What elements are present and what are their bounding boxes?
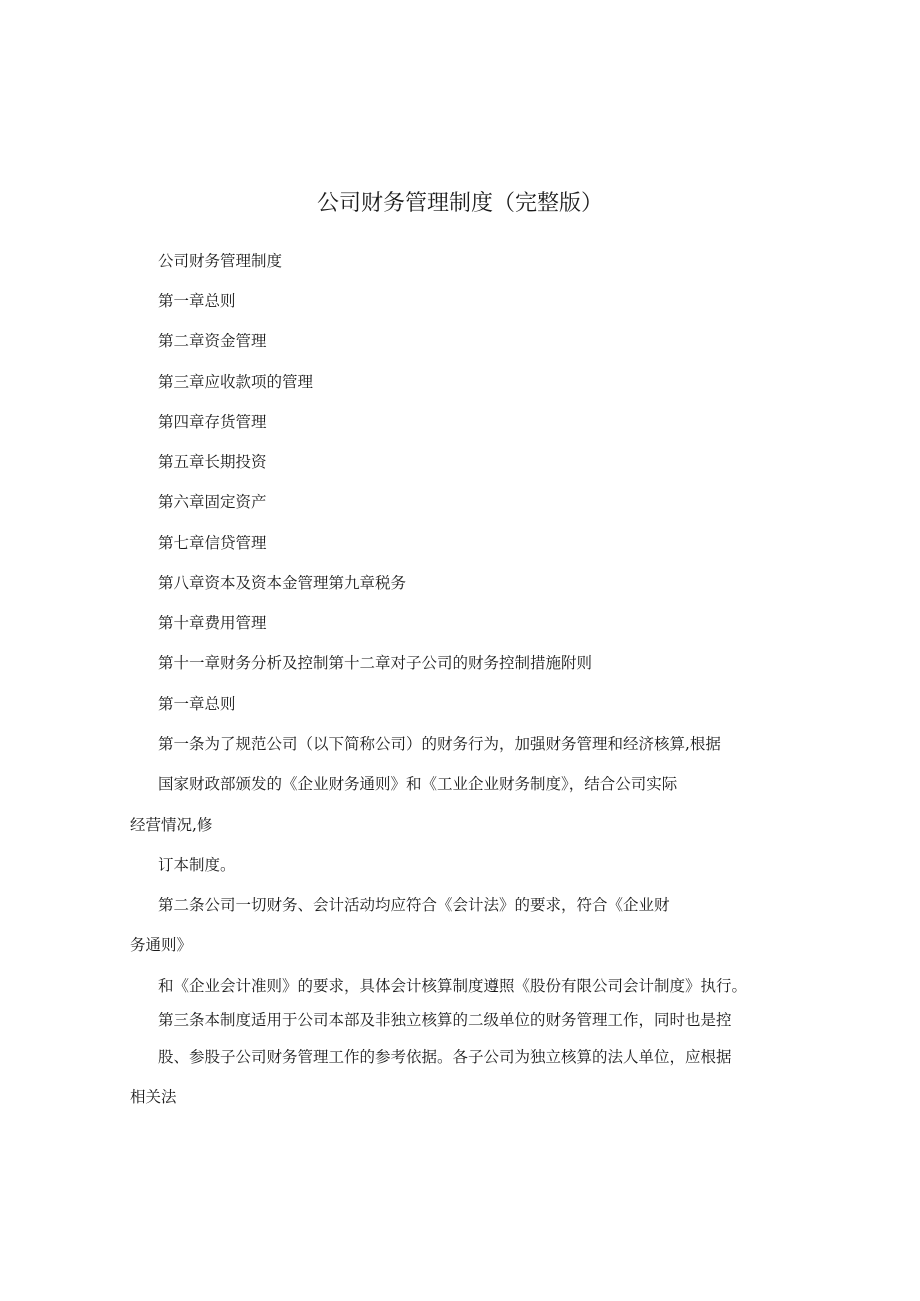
article-1-line-2: 国家财政部颁发的《企业财务通则》和《工业企业财务制度》，结合公司实际 — [158, 775, 678, 793]
toc-item-chapter-1: 第一章总则 — [158, 292, 236, 310]
toc-item-chapter-7: 第七章信贷管理 — [158, 534, 267, 552]
article-1-line-1: 第一条为了规范公司（以下简称公司）的财务行为，加强财务管理和经济核算,根据 — [158, 735, 721, 753]
article-2-line-3: 和《企业会计准则》的要求，具体会计核算制度遵照《股份有限公司会计制度》执行。 — [158, 977, 748, 995]
article-2-line-2: 务通则》 — [130, 936, 193, 954]
toc-item-chapter-6: 第六章固定资产 — [158, 493, 267, 511]
toc-item-chapter-8-9: 第八章资本及资本金管理第九章税务 — [158, 574, 407, 592]
chapter-1-heading: 第一章总则 — [158, 695, 236, 713]
toc-item-chapter-4: 第四章存货管理 — [158, 413, 267, 431]
article-3-line-1: 第三条本制度适用于公司本部及非独立核算的二级单位的财务管理工作，同时也是控 — [158, 1011, 732, 1029]
article-3-line-3: 相关法 — [130, 1088, 177, 1106]
toc-heading: 公司财务管理制度 — [158, 252, 283, 270]
article-1-line-4: 订本制度。 — [158, 856, 236, 874]
document-title: 公司财务管理制度（完整版） — [316, 191, 603, 216]
article-2-line-1: 第二条公司一切财务、会计活动均应符合《会计法》的要求，符合《企业财 — [158, 896, 670, 914]
toc-item-chapter-10: 第十章费用管理 — [158, 614, 267, 632]
toc-item-chapter-5: 第五章长期投资 — [158, 453, 267, 471]
toc-item-chapter-11-12: 第十一章财务分析及控制第十二章对子公司的财务控制措施附则 — [158, 654, 593, 672]
article-3-line-2: 股、参股子公司财务管理工作的参考依据。各子公司为独立核算的法人单位，应根据 — [158, 1048, 732, 1066]
toc-item-chapter-3: 第三章应收款项的管理 — [158, 373, 314, 391]
toc-item-chapter-2: 第二章资金管理 — [158, 332, 267, 350]
article-1-line-3: 经营情况,修 — [130, 816, 213, 834]
